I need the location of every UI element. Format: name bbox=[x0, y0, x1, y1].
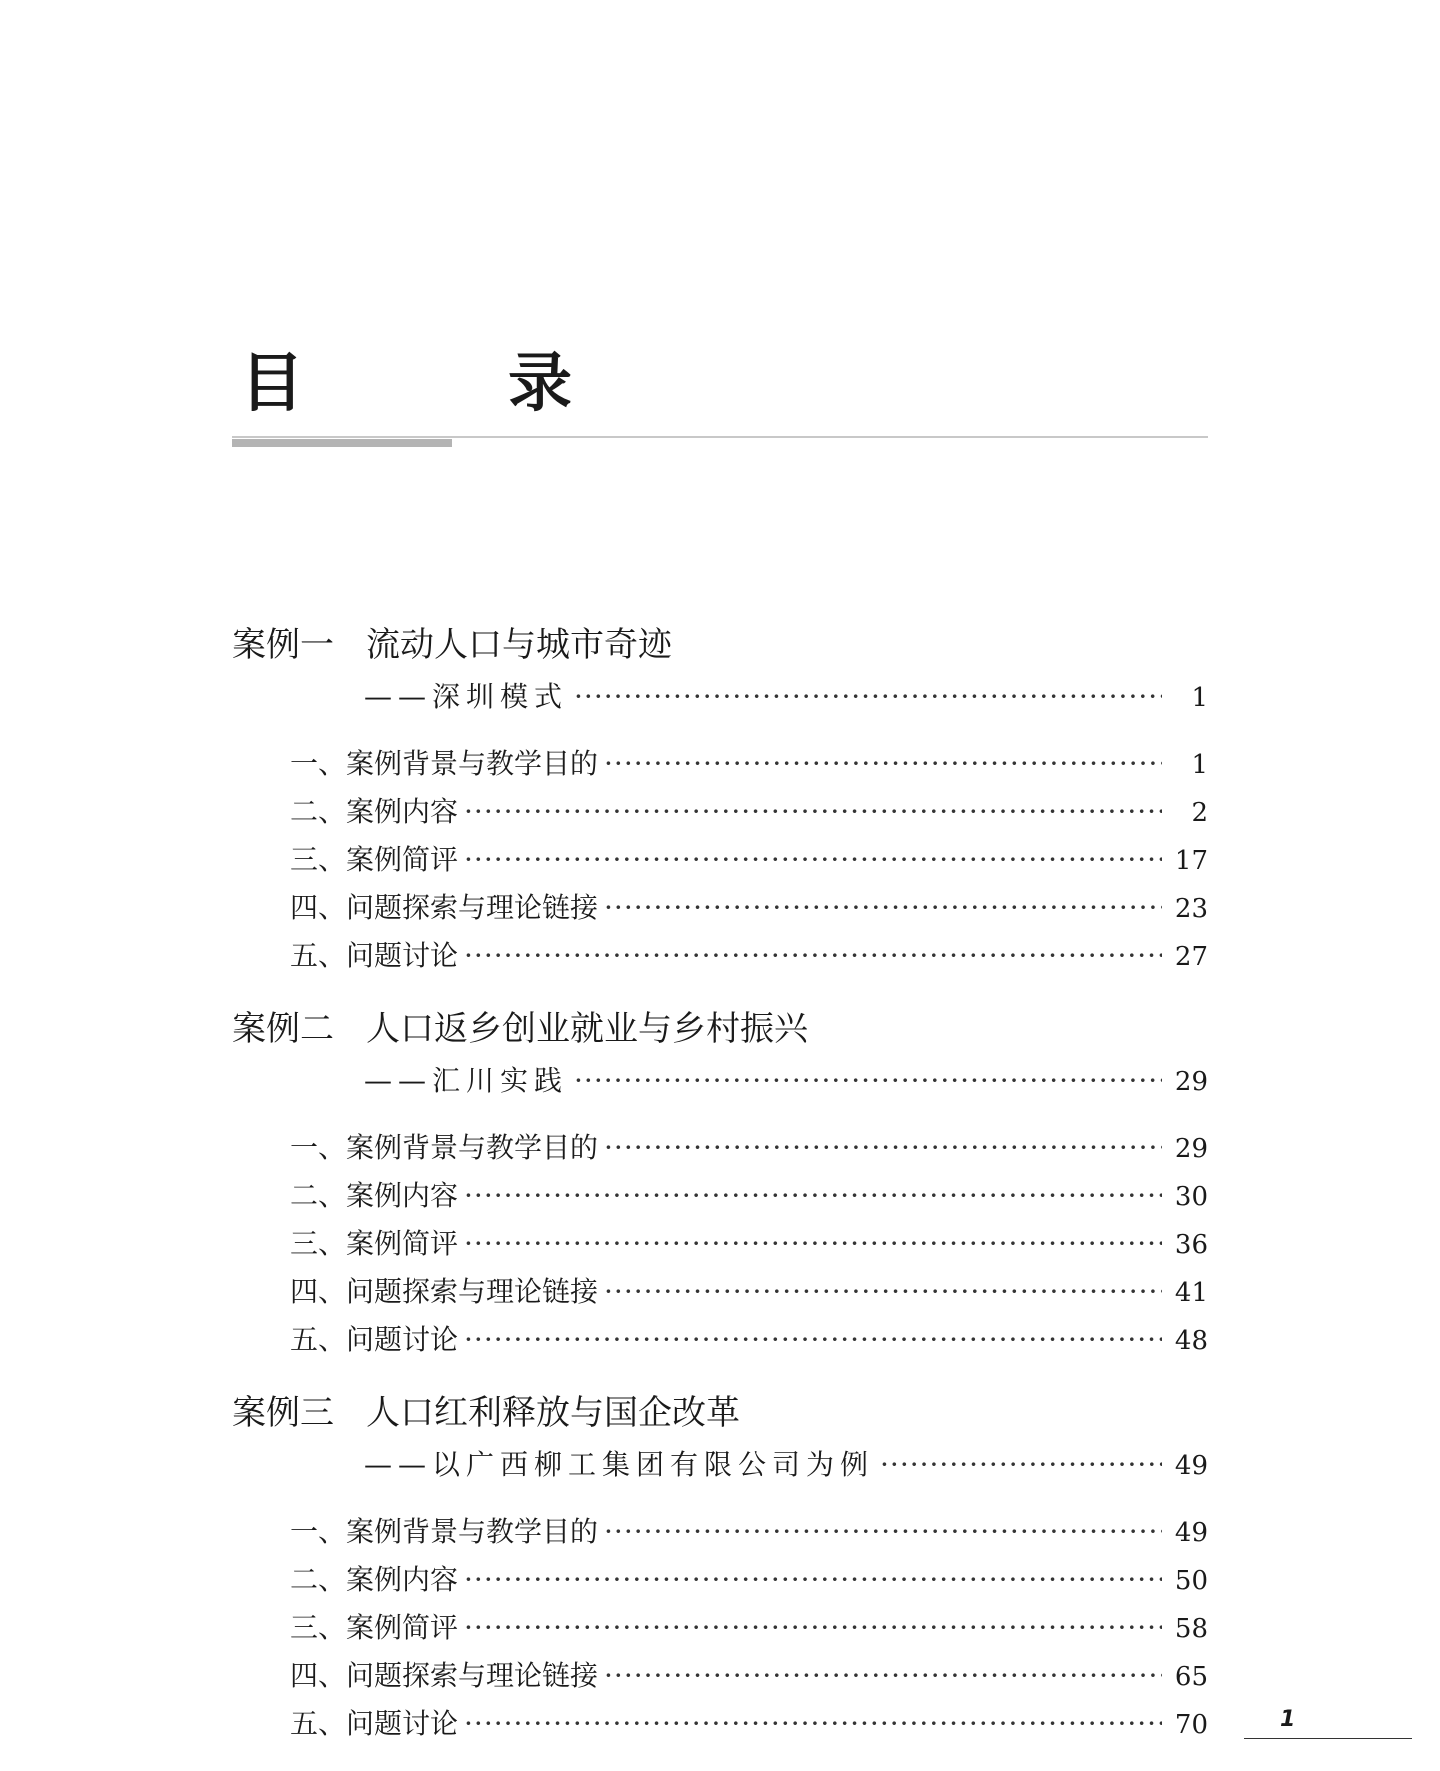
toc-entry[interactable] bbox=[290, 747, 1208, 780]
leader-dots bbox=[604, 750, 1162, 778]
toc-entry[interactable] bbox=[290, 1659, 1208, 1692]
toc-entry[interactable] bbox=[290, 1275, 1208, 1308]
page-number: 58 bbox=[1174, 1614, 1208, 1644]
toc-entry[interactable] bbox=[290, 1707, 1208, 1740]
leader-dots bbox=[574, 1067, 1162, 1095]
case-title: 流动人口与城市奇迹 bbox=[366, 625, 672, 665]
page-number: 29 bbox=[1174, 1134, 1208, 1164]
leader-dots bbox=[464, 1182, 1162, 1210]
entry-label: 五、问题讨论 bbox=[290, 1323, 459, 1356]
page-number: 41 bbox=[1174, 1278, 1208, 1308]
case-heading[interactable] bbox=[232, 625, 672, 665]
page-number: 2 bbox=[1191, 798, 1208, 828]
page-folio: 1 bbox=[1280, 1707, 1296, 1732]
leader-dots bbox=[880, 1451, 1162, 1479]
entry-label: 五、问题讨论 bbox=[290, 1707, 459, 1740]
toc-entry[interactable] bbox=[290, 1323, 1208, 1356]
page-number: 30 bbox=[1174, 1182, 1208, 1212]
page-number: 17 bbox=[1174, 846, 1208, 876]
case-title: 人口返乡创业就业与乡村振兴 bbox=[366, 1009, 808, 1049]
leader-dots bbox=[464, 1566, 1162, 1594]
toc-entry[interactable] bbox=[290, 1563, 1208, 1596]
page-number: 27 bbox=[1174, 942, 1208, 972]
toc-entry[interactable] bbox=[290, 843, 1208, 876]
case-number: 案例一 bbox=[232, 625, 334, 665]
entry-label: 四、问题探索与理论链接 bbox=[290, 891, 599, 924]
leader-dots bbox=[464, 1710, 1162, 1738]
folio-rule bbox=[1244, 1738, 1412, 1739]
entry-label: 四、问题探索与理论链接 bbox=[290, 1275, 599, 1308]
entry-label: 三、案例简评 bbox=[290, 843, 459, 876]
page-number: 23 bbox=[1174, 894, 1208, 924]
entry-label: 二、案例内容 bbox=[290, 795, 459, 828]
entry-label: 三、案例简评 bbox=[290, 1611, 459, 1644]
leader-dots bbox=[604, 1278, 1162, 1306]
case-subtitle: ——深圳模式 bbox=[364, 680, 569, 713]
case-heading[interactable] bbox=[232, 1009, 808, 1049]
entry-label: 一、案例背景与教学目的 bbox=[290, 747, 599, 780]
case-subtitle-entry[interactable] bbox=[364, 680, 1208, 713]
leader-dots bbox=[464, 942, 1162, 970]
leader-dots bbox=[464, 846, 1162, 874]
case-subtitle: ——汇川实践 bbox=[364, 1064, 569, 1097]
page-number: 50 bbox=[1174, 1566, 1208, 1596]
entry-label: 五、问题讨论 bbox=[290, 939, 459, 972]
entry-label: 二、案例内容 bbox=[290, 1179, 459, 1212]
page-number: 49 bbox=[1174, 1451, 1208, 1481]
toc-entry[interactable] bbox=[290, 891, 1208, 924]
page-number: 29 bbox=[1174, 1067, 1208, 1097]
entry-label: 二、案例内容 bbox=[290, 1563, 459, 1596]
leader-dots bbox=[464, 1230, 1162, 1258]
page-number: 65 bbox=[1174, 1662, 1208, 1692]
toc-entry[interactable] bbox=[290, 795, 1208, 828]
toc-entry[interactable] bbox=[290, 1515, 1208, 1548]
page-number: 1 bbox=[1191, 683, 1208, 713]
entry-label: 一、案例背景与教学目的 bbox=[290, 1131, 599, 1164]
toc-entry[interactable] bbox=[290, 939, 1208, 972]
leader-dots bbox=[464, 1614, 1162, 1642]
toc-entry[interactable] bbox=[290, 1227, 1208, 1260]
case-subtitle-entry[interactable] bbox=[364, 1064, 1208, 1097]
page-number: 36 bbox=[1174, 1230, 1208, 1260]
leader-dots bbox=[604, 1134, 1162, 1162]
leader-dots bbox=[464, 1326, 1162, 1354]
toc-entry[interactable] bbox=[290, 1611, 1208, 1644]
case-number: 案例二 bbox=[232, 1009, 334, 1049]
toc-entry[interactable] bbox=[290, 1131, 1208, 1164]
entry-label: 一、案例背景与教学目的 bbox=[290, 1515, 599, 1548]
page-number: 70 bbox=[1174, 1710, 1208, 1740]
entry-label: 三、案例简评 bbox=[290, 1227, 459, 1260]
leader-dots bbox=[574, 683, 1162, 711]
page-number: 48 bbox=[1174, 1326, 1208, 1356]
case-subtitle: ——以广西柳工集团有限公司为例 bbox=[364, 1448, 875, 1481]
leader-dots bbox=[604, 1518, 1162, 1546]
toc-entry[interactable] bbox=[290, 1179, 1208, 1212]
case-subtitle-entry[interactable] bbox=[364, 1448, 1208, 1481]
case-number: 案例三 bbox=[232, 1393, 334, 1433]
entry-label: 四、问题探索与理论链接 bbox=[290, 1659, 599, 1692]
case-title: 人口红利释放与国企改革 bbox=[366, 1393, 740, 1433]
leader-dots bbox=[464, 798, 1162, 826]
page-number: 1 bbox=[1191, 750, 1208, 780]
page-title: 目 录 bbox=[240, 347, 642, 421]
leader-dots bbox=[604, 1662, 1162, 1690]
page-number: 49 bbox=[1174, 1518, 1208, 1548]
leader-dots bbox=[604, 894, 1162, 922]
case-heading[interactable] bbox=[232, 1393, 740, 1433]
